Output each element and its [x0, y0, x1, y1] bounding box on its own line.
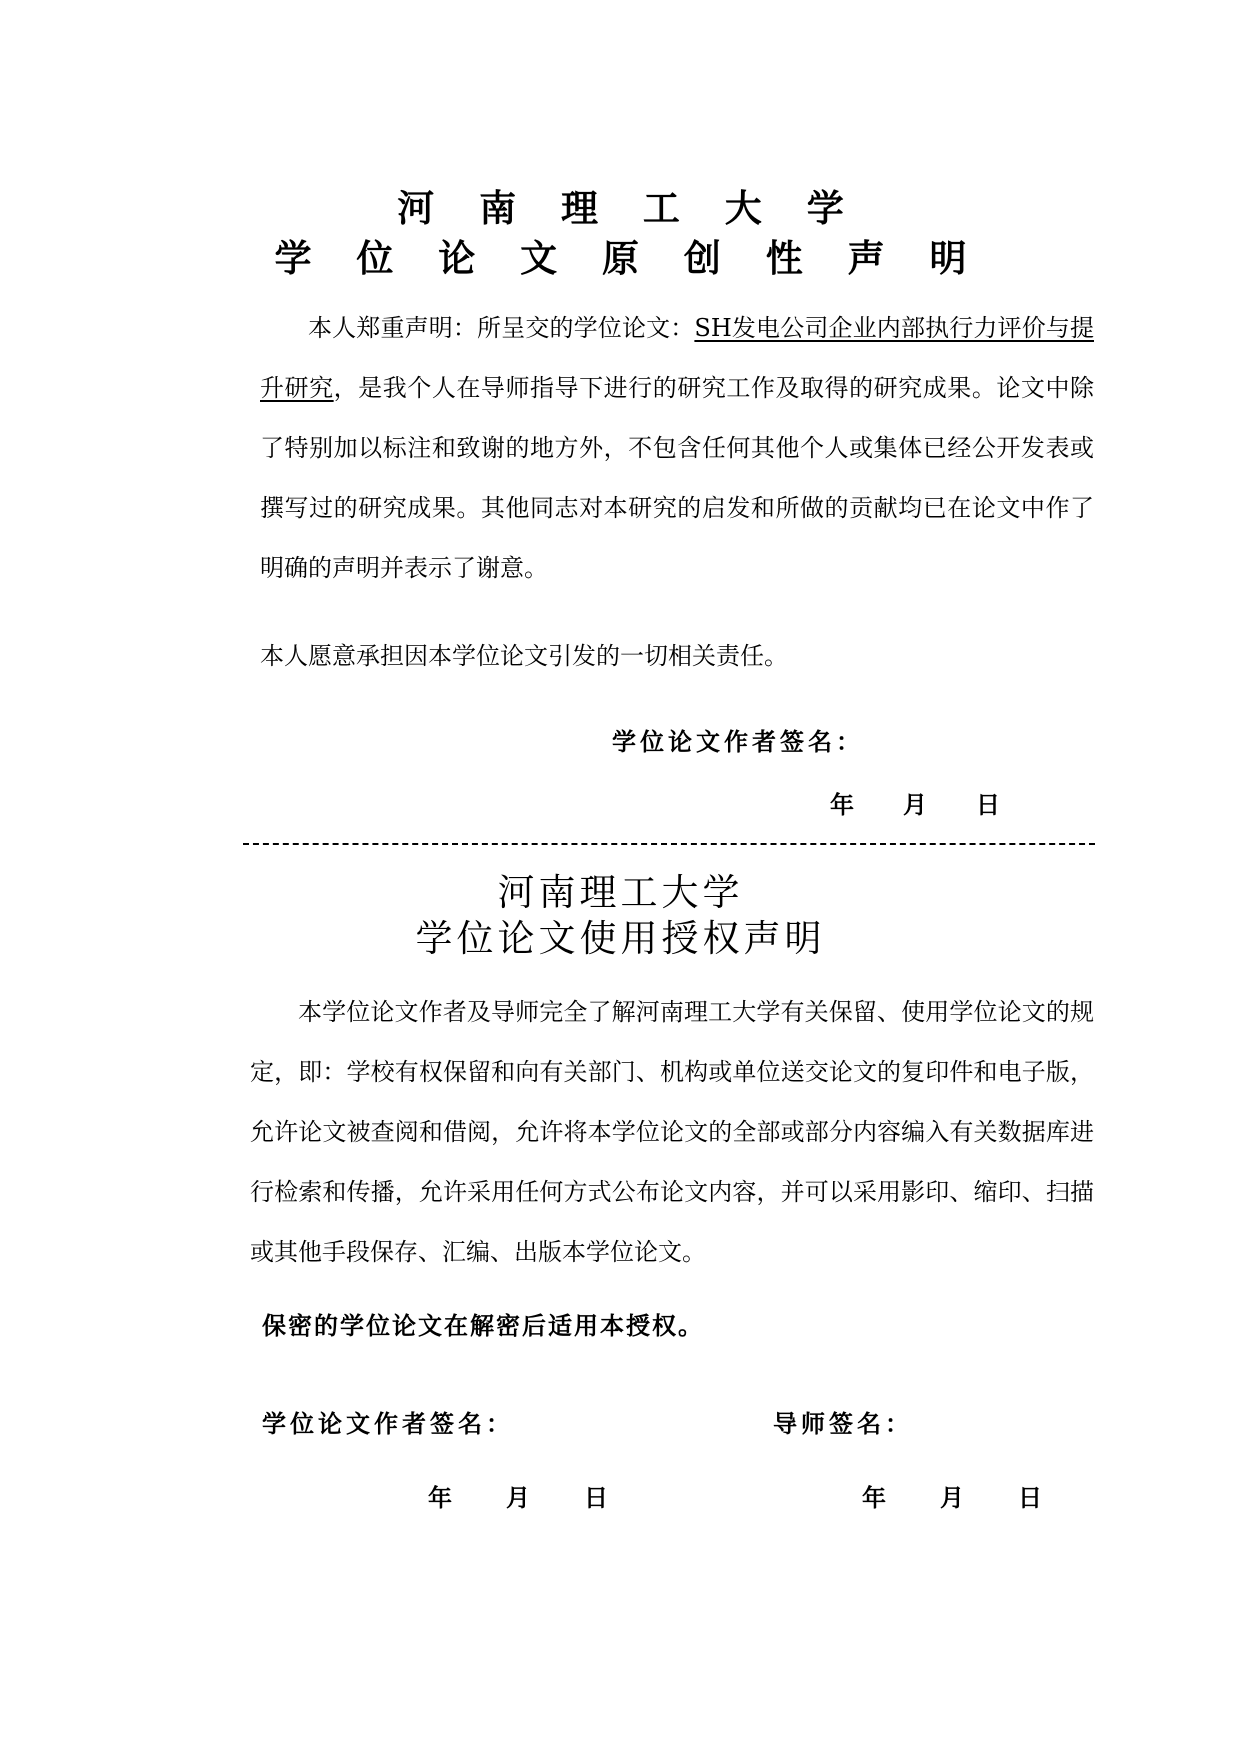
date-month: 月 — [506, 1484, 530, 1512]
authorization-university-title: 河南理工大学 — [497, 871, 744, 914]
date-year: 年 — [428, 1484, 452, 1512]
date-day: 日 — [1018, 1484, 1042, 1512]
advisor-date — [862, 1478, 1042, 1513]
declaration-para-prefix: 本人郑重声明：所呈交的学位论文： — [308, 314, 695, 342]
authorization-author-signature-label: 学位论文作者签名： — [262, 1410, 514, 1438]
declaration-date — [830, 785, 1000, 820]
author-date — [428, 1478, 608, 1513]
declaration-title: 学 位 论 文 原 创 性 声 明 — [274, 237, 983, 280]
date-year: 年 — [862, 1484, 886, 1512]
section-divider — [243, 843, 1095, 845]
authorization-paragraph: 本学位论文作者及导师完全了解河南理工大学有关保留、使用学位论文的规定，即：学校有权保留和向有关部门、机构或单位送交论文的复印件和电子版，允许论文被查阅和借阅，允许将本学位论文的全部或部分内容编入有关数据库进行检索和传播，允许采用任何方式公布论文内容，并可以采用影印、缩印、扫描或其他手段保存、汇编、出版本学位论文。 — [250, 998, 1094, 1266]
date-month: 月 — [903, 791, 927, 819]
declaration-university-title: 河 南 理 工 大 学 — [397, 187, 860, 230]
date-year: 年 — [830, 791, 854, 819]
declaration-para-suffix: ，是我个人在导师指导下进行的研究工作及取得的研究成果。论文中除了特别加以标注和致谢的地方外，不包含任何其他个人或集体已经公开发表或撰写过的研究成果。其他同志对本研究的启发和所做的贡献均已在论文中作了明确的声明并表示了谢意。 — [260, 374, 1095, 582]
author-signature-label: 学位论文作者签名： — [612, 728, 864, 756]
date-month: 月 — [940, 1484, 964, 1512]
advisor-signature-label: 导师签名： — [773, 1410, 913, 1438]
confidential-note: 保密的学位论文在解密后适用本授权。 — [262, 1312, 704, 1340]
declaration-paragraph — [260, 298, 1094, 598]
date-day: 日 — [584, 1484, 608, 1512]
authorization-title: 学位论文使用授权声明 — [415, 917, 826, 960]
responsibility-statement: 本人愿意承担因本学位论文引发的一切相关责任。 — [260, 642, 788, 670]
thesis-title: SH发电公司企业内部执行力评价与提升研究 — [260, 314, 1094, 402]
date-day: 日 — [976, 791, 1000, 819]
